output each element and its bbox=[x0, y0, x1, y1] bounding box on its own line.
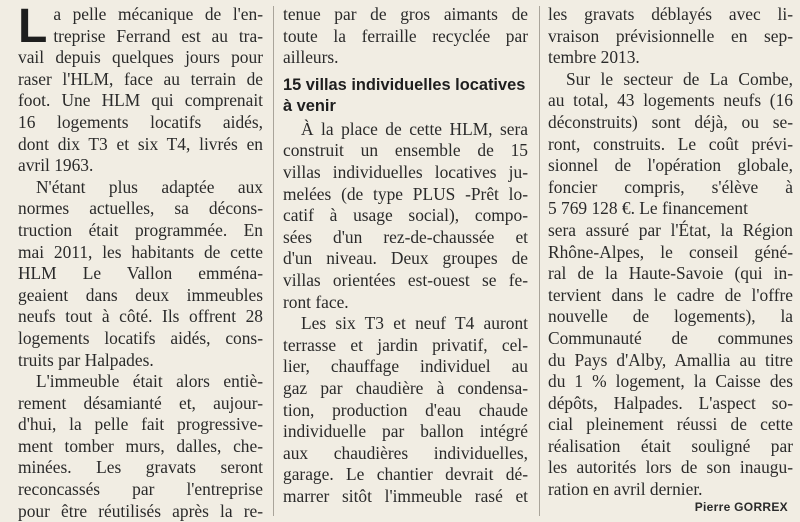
text-line: marrer sitôt l'immeuble rasé et bbox=[283, 485, 528, 506]
text-line: truits par Halpades. bbox=[18, 349, 154, 370]
column-3-text bbox=[548, 4, 793, 501]
text-line: foot. Une HLM qui comprenait bbox=[18, 90, 263, 111]
text-line: neufs tout à côté. Ils offrent 28 bbox=[18, 306, 263, 327]
text-line: 5 769 128 €. Le financement bbox=[548, 198, 748, 219]
text-line: sionnel de l'opération globale, bbox=[548, 155, 793, 176]
text-line: ration en avril dernier. bbox=[548, 479, 703, 500]
text-line: construit un ensemble de 15 bbox=[283, 140, 528, 161]
text-line: au total, 43 logements neufs (16 bbox=[548, 90, 793, 111]
column-2-text-bottom bbox=[283, 119, 528, 508]
text-line: sera assuré par l'État, la Région bbox=[548, 219, 793, 240]
text-line: catif à usage social), compo- bbox=[283, 205, 528, 226]
text-line: villas orientées est-ouest se fe- bbox=[283, 269, 528, 290]
text-line: dont dix T3 et six T4, livrés en bbox=[18, 133, 263, 154]
text-line: L'immeuble était alors entiè- bbox=[36, 371, 263, 392]
text-line: d'un niveau. Deux groupes de bbox=[283, 248, 528, 269]
text-line: Les six T3 et neuf T4 auront bbox=[301, 313, 528, 334]
column-divider-2 bbox=[539, 6, 540, 516]
text-line: du Pays d'Alby, Amallia au titre bbox=[548, 349, 793, 370]
text-line: tion, production d'eau chaude bbox=[283, 399, 528, 420]
author-signature: Pierre GORREX bbox=[694, 500, 788, 514]
section-subheading bbox=[283, 75, 528, 117]
text-line: déconstruits) sont déjà, ou se- bbox=[548, 111, 793, 132]
text-line: cial pleinement réussi de cette bbox=[548, 414, 793, 435]
text-line: reconcassés par l'entreprise bbox=[18, 479, 263, 500]
text-line: villas individuelles locatives ju- bbox=[283, 161, 528, 182]
text-line: d'hui, la pelle fait progressive- bbox=[18, 414, 263, 435]
text-line: N'étant plus adaptée aux bbox=[36, 176, 263, 197]
text-line: nouvelle de logements), la bbox=[548, 306, 793, 327]
text-line: toute la ferraille recyclée par bbox=[283, 25, 528, 46]
text-line: vraison prévisionnelle en sep- bbox=[548, 25, 793, 46]
text-line: ront face. bbox=[283, 291, 349, 312]
text-line: Sur le secteur de La Combe, bbox=[566, 68, 793, 89]
column-2-text-top bbox=[283, 4, 528, 69]
text-line: a pelle mécanique de l'en- bbox=[53, 4, 263, 24]
text-line: geaient dans deux immeubles bbox=[18, 284, 263, 305]
text-line: aux chaudières individuelles, bbox=[283, 442, 528, 463]
text-line: 16 logements locatifs aidés, bbox=[18, 111, 263, 132]
text-line: truction était programmée. En bbox=[18, 219, 263, 240]
text-line: gaz par chaudière à condensa- bbox=[283, 377, 528, 398]
text-line: ral de la Haute-Savoie (qui in- bbox=[548, 263, 793, 284]
text-line: logements locatifs aidés, cons- bbox=[18, 327, 263, 348]
text-line: mai 2011, les habitants de cette bbox=[18, 241, 263, 262]
article-column-2 bbox=[283, 4, 528, 507]
text-line: garage. Le chantier devrait dé- bbox=[283, 464, 528, 485]
text-line: les autorités lors de son inaugu- bbox=[548, 457, 793, 478]
column-1-text bbox=[18, 0, 263, 522]
text-line: tervient dans le cadre de l'offre bbox=[548, 284, 793, 305]
text-line: treprise Ferrand est au tra- bbox=[53, 25, 263, 46]
text-line: foncier compris, s'élève à bbox=[548, 176, 793, 197]
text-line: ront, construits. Le coût prévi- bbox=[548, 133, 793, 154]
text-line: du 1 % logement, la Caisse des bbox=[548, 371, 793, 392]
text-line: ment tomber murs, dalles, che- bbox=[18, 435, 263, 456]
dropcap-letter: L bbox=[18, 0, 48, 53]
text-line: tenue par de gros aimants de bbox=[283, 4, 528, 24]
text-line: normes actuelles, sa décons- bbox=[18, 198, 263, 219]
text-line: ailleurs. bbox=[283, 47, 339, 68]
text-line: melées (de type PLUS -Prêt lo- bbox=[283, 183, 528, 204]
text-line: les gravats déblayés avec li- bbox=[548, 4, 793, 24]
text-line: HLM Le Vallon emména- bbox=[18, 263, 263, 284]
text-line: Rhône-Alpes, le conseil géné- bbox=[548, 241, 793, 262]
text-line: sées d'un rez-de-chaussée et bbox=[283, 226, 528, 247]
article-column-1 bbox=[18, 0, 263, 522]
text-line: Communauté de communes bbox=[548, 327, 793, 348]
text-line: À la place de cette HLM, sera bbox=[301, 118, 528, 139]
text-line: vail depuis quelques jours pour bbox=[18, 47, 263, 68]
column-divider-1 bbox=[273, 6, 274, 516]
text-line: rement désamianté et, aujour- bbox=[18, 392, 263, 413]
text-line: avril 1963. bbox=[18, 155, 94, 176]
text-line: individuelle par ballon intégré bbox=[283, 421, 528, 442]
text-line: raser l'HLM, face au terrain de bbox=[18, 68, 263, 89]
text-line: lier, chauffage individuel au bbox=[283, 356, 528, 377]
text-line: dépôts, Halpades. L'aspect so- bbox=[548, 392, 793, 413]
text-line: pour être réutilisés après la re- bbox=[18, 500, 263, 521]
text-line: tembre 2013. bbox=[548, 47, 640, 68]
subheading-line-2: à venir bbox=[283, 96, 336, 115]
text-line: minées. Les gravats seront bbox=[18, 457, 263, 478]
text-line: réalisation était souligné par bbox=[548, 435, 793, 456]
text-line: terrasse et jardin privatif, cel- bbox=[283, 334, 528, 355]
article-column-3 bbox=[548, 4, 793, 501]
subheading-line-1: 15 villas individuelles locatives bbox=[283, 75, 526, 94]
